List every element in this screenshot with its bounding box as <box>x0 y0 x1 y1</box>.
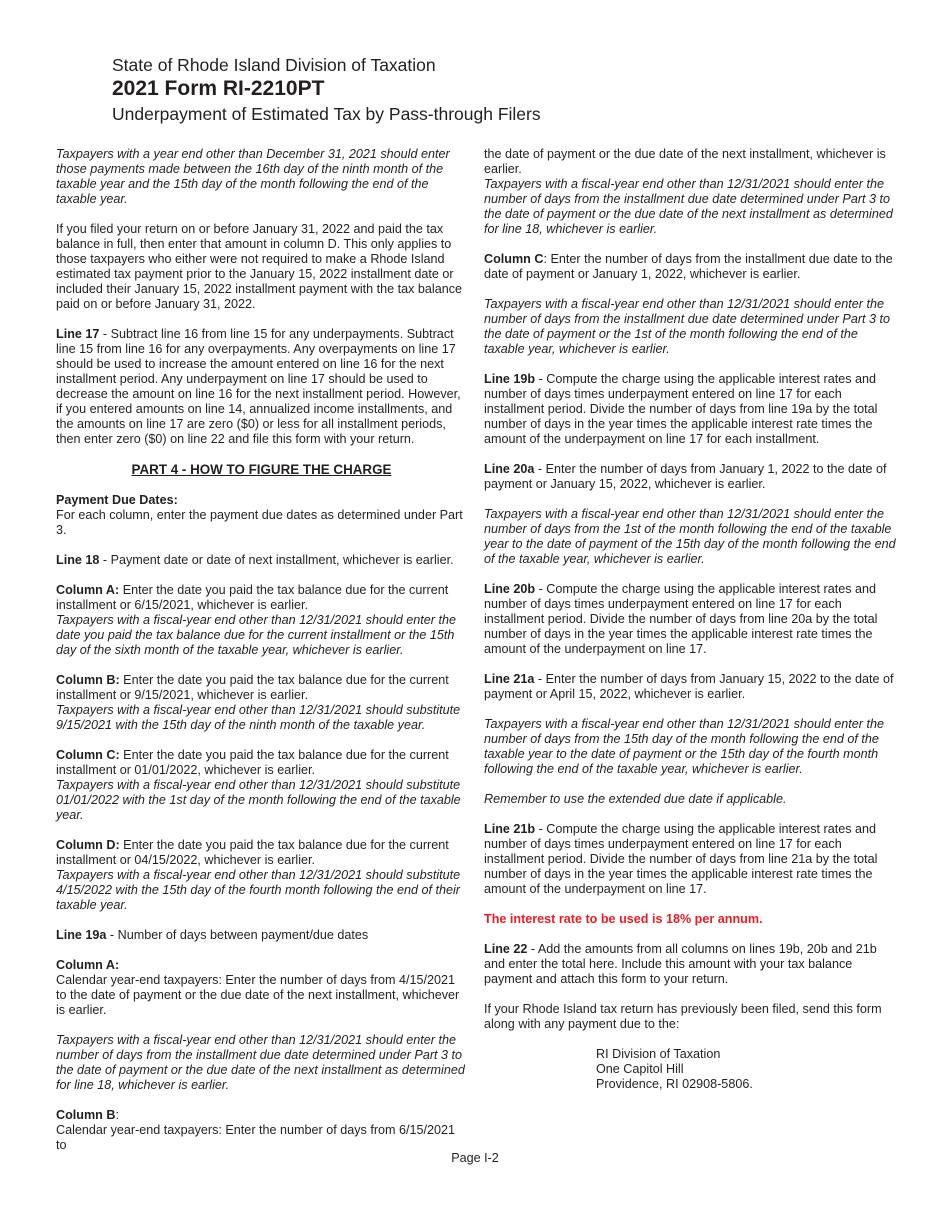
line-19a-column-b-label: Column B <box>56 1108 116 1122</box>
column-b-fiscal-note: Taxpayers with a fiscal-year end other than 12/31/2021 should substitute 9/15/2021 with the 15th day of the ninth month of the taxable year. <box>56 703 461 732</box>
payment-due-dates-text: For each column, enter the payment due dates as determined under Part 3. <box>56 508 463 537</box>
line-18-instructions <box>56 553 467 568</box>
line-17-label: Line 17 <box>56 327 100 341</box>
line-19a-column-c-text: : Enter the number of days from the installment due date to the date of payment or January 1, 2022, whichever is earlier. <box>484 252 893 281</box>
extended-due-date-note: Remember to use the extended due date if applicable. <box>484 792 787 806</box>
line-20b-label: Line 20b <box>484 582 536 596</box>
line-17-instructions <box>56 327 467 447</box>
continued-fiscal-note: Taxpayers with a fiscal-year end other than 12/31/2021 should enter the number of days from the installment due date determined under Part 3 to the date of payment or the due date of the next installment as determined for line 18, whichever is earlier. <box>484 177 893 236</box>
form-subtitle: Underpayment of Estimated Tax by Pass-through Filers <box>112 104 541 124</box>
payment-due-dates-label: Payment Due Dates: <box>56 493 178 507</box>
column-b-text: Enter the date you paid the tax balance due for the current installment or 9/15/2021, whichever is earlier. <box>56 673 449 702</box>
line-19a-column-a <box>56 958 467 1018</box>
column-c-text: Enter the date you paid the tax balance due for the current installment or 01/01/2022, whichever is earlier. <box>56 748 449 777</box>
column-a-fiscal-note: Taxpayers with a fiscal-year end other than 12/31/2021 should enter the date you paid the tax balance due for the current installment or the 15th day of the sixth month of the taxable year, whichever is earlier. <box>56 613 456 657</box>
line-18-column-b <box>56 673 467 733</box>
line-19b-text: - Compute the charge using the applicable interest rates and number of days times underpayment entered on line 17 for each installment period. Divide the number of days from line 19a by the total number of days in the year times the applicable interest rate times the amount of the underpayment on line 17 for each installment. <box>484 372 878 446</box>
line-20b-text: - Compute the charge using the applicable interest rates and number of days times underpayment entered on line 17 for each installment period. Divide the number of days from line 20a by the total number of days in the year times the applicable interest rate times the amount of the underpayment on line 17. <box>484 582 878 656</box>
right-column <box>484 147 896 1092</box>
line-21b-label: Line 21b <box>484 822 536 836</box>
line-19a-column-c-fiscal-note: Taxpayers with a fiscal-year end other than 12/31/2021 should enter the number of days from the installment due date determined under Part 3 to the date of payment or the 1st of the month following the end of the taxable year, whichever is earlier. <box>484 297 891 356</box>
line-18-label: Line 18 <box>56 553 100 567</box>
interest-rate-note: The interest rate to be used is 18% per annum. <box>484 912 763 926</box>
column-c-fiscal-note: Taxpayers with a fiscal-year end other than 12/31/2021 should substitute 01/01/2022 with the 1st day of the month following the end of the taxable year. <box>56 778 461 822</box>
line-20a-instructions <box>484 462 896 492</box>
line-19a-column-a-text: Calendar year-end taxpayers: Enter the number of days from 4/15/2021 to the date of payment or the due date of the next installment, whichever is earlier. <box>56 973 460 1017</box>
line-21a-fiscal-note: Taxpayers with a fiscal-year end other than 12/31/2021 should enter the number of days from the 15th day of the month following the end of the taxable year to the date of payment or the 15th day of the fourth month following the end of the taxable year, whichever is earlier. <box>484 717 884 776</box>
line-21a-label: Line 21a <box>484 672 535 686</box>
line-18-column-d <box>56 838 467 913</box>
line-19a-column-a-label: Column A: <box>56 958 120 972</box>
line-19a-column-a-fiscal-note: Taxpayers with a fiscal-year end other than 12/31/2021 should enter the number of days from the installment due date determined under Part 3 to the date of payment or the due date of the next installment as determined for line 18, whichever is earlier. <box>56 1033 465 1092</box>
line-19a-column-b: Column B: Calendar year-end taxpayers: Enter the number of days from 6/15/2021 to <box>56 1108 456 1152</box>
column-d-text: Enter the date you paid the tax balance due for the current installment or 04/15/2022, whichever is earlier. <box>56 838 449 867</box>
line-20a-fiscal-note: Taxpayers with a fiscal-year end other than 12/31/2021 should enter the number of days from the 1st of the month following the end of the taxable year to the date of payment of the 15th day of the month following the end of the taxable year, whichever is earlier. <box>484 507 896 566</box>
column-c-label: Column C: <box>56 748 120 762</box>
line-22-text: - Add the amounts from all columns on lines 19b, 20b and 21b and enter the total here. Include this amount with your tax balance payment and attach this form to your return. <box>484 942 877 986</box>
column-a-text: Enter the date you paid the tax balance due for the current installment or 6/15/2021, whichever is earlier. <box>56 583 449 612</box>
line-19a-column-c <box>484 252 896 282</box>
line-21a-text: - Enter the number of days from January 15, 2022 to the date of payment or April 15, 2022, whichever is earlier. <box>484 672 894 701</box>
page-number: Page I-2 <box>451 1151 499 1165</box>
form-title: 2021 Form RI-2210PT <box>112 77 325 100</box>
line-17-text: - Subtract line 16 from line 15 for any underpayments. Subtract line 15 from line 16 for any overpayments. Any overpayments on line 17 should be used to increase the amount entered on line 16 for the next installment period. Any underpayment on line 17 should be used to decrease the amount on line 16 for the next installment period. However, if you entered amounts on line 14, annualized income installments, and the amounts on line 17 are zero ($0) or less for all installment periods, then enter zero ($0) on line 22 and file this form with your return. <box>56 327 461 446</box>
line-22-label: Line 22 <box>484 942 528 956</box>
continued-text: the date of payment or the due date of the next installment, whichever is earlier. <box>484 147 886 176</box>
line-20a-label: Line 20a <box>484 462 535 476</box>
left-column <box>56 147 467 1153</box>
line-21a-instructions <box>484 672 896 702</box>
column-d-label: Column D: <box>56 838 120 852</box>
mailing-address <box>596 1047 896 1092</box>
form-header <box>112 54 541 126</box>
column-a-label: Column A: <box>56 583 120 597</box>
line-22-instructions <box>484 942 896 987</box>
agency-name: State of Rhode Island Division of Taxation <box>112 55 436 75</box>
part-4-heading: PART 4 - HOW TO FIGURE THE CHARGE <box>131 462 392 477</box>
column-b-label: Column B: <box>56 673 120 687</box>
line-19a-column-b-continued <box>484 147 896 237</box>
line-18-text: - Payment date or date of next installment, whichever is earlier. <box>99 553 454 567</box>
line-19b-instructions <box>484 372 896 447</box>
line-21b-instructions <box>484 822 896 897</box>
line-19a-text: - Number of days between payment/due dates <box>106 928 369 942</box>
line-19b-label: Line 19b <box>484 372 536 386</box>
column-d-fiscal-note: Taxpayers with a fiscal-year end other than 12/31/2021 should substitute 4/15/2022 with the 15th day of the fourth month following the end of their taxable year. <box>56 868 461 912</box>
address-line-1: RI Division of Taxation <box>596 1047 721 1061</box>
line-19a-instructions <box>56 928 467 943</box>
line-19a-column-b-text: Calendar year-end taxpayers: Enter the number of days from 6/15/2021 to <box>56 1123 456 1152</box>
line-19a-column-c-label: Column C <box>484 252 544 266</box>
payment-due-dates <box>56 493 467 538</box>
address-line-3: Providence, RI 02908-5806. <box>596 1077 753 1091</box>
filed-before-note: If you filed your return on or before January 31, 2022 and paid the tax balance in full, then enter that amount in column D. This only applies to those taxpayers who either were not required to make a Rhode Island estimated tax payment prior to the January 15, 2022 installment date or included their January 15, 2022 installment payment with the tax balance paid on or before January 31, 2022. <box>56 222 463 311</box>
line-20b-instructions <box>484 582 896 657</box>
line-21b-text: - Compute the charge using the applicable interest rates and number of days times underpayment entered on line 17 for each installment period. Divide the number of days from line 21a by the total number of days in the year times the applicable interest rate times the amount of the underpayment on line 17. <box>484 822 878 896</box>
fiscal-year-note: Taxpayers with a year end other than December 31, 2021 should enter those payments made between the 16th day of the ninth month of the taxable year and the 15th day of the month following the end of the taxable year. <box>56 147 450 206</box>
line-18-column-a <box>56 583 467 658</box>
line-18-column-c <box>56 748 467 823</box>
mailing-instructions: If your Rhode Island tax return has previously been filed, send this form along with any payment due to the: <box>484 1002 882 1031</box>
address-line-2: One Capitol Hill <box>596 1062 684 1076</box>
line-19a-label: Line 19a <box>56 928 107 942</box>
line-20a-text: - Enter the number of days from January 1, 2022 to the date of payment or January 15, 2022, whichever is earlier. <box>484 462 887 491</box>
